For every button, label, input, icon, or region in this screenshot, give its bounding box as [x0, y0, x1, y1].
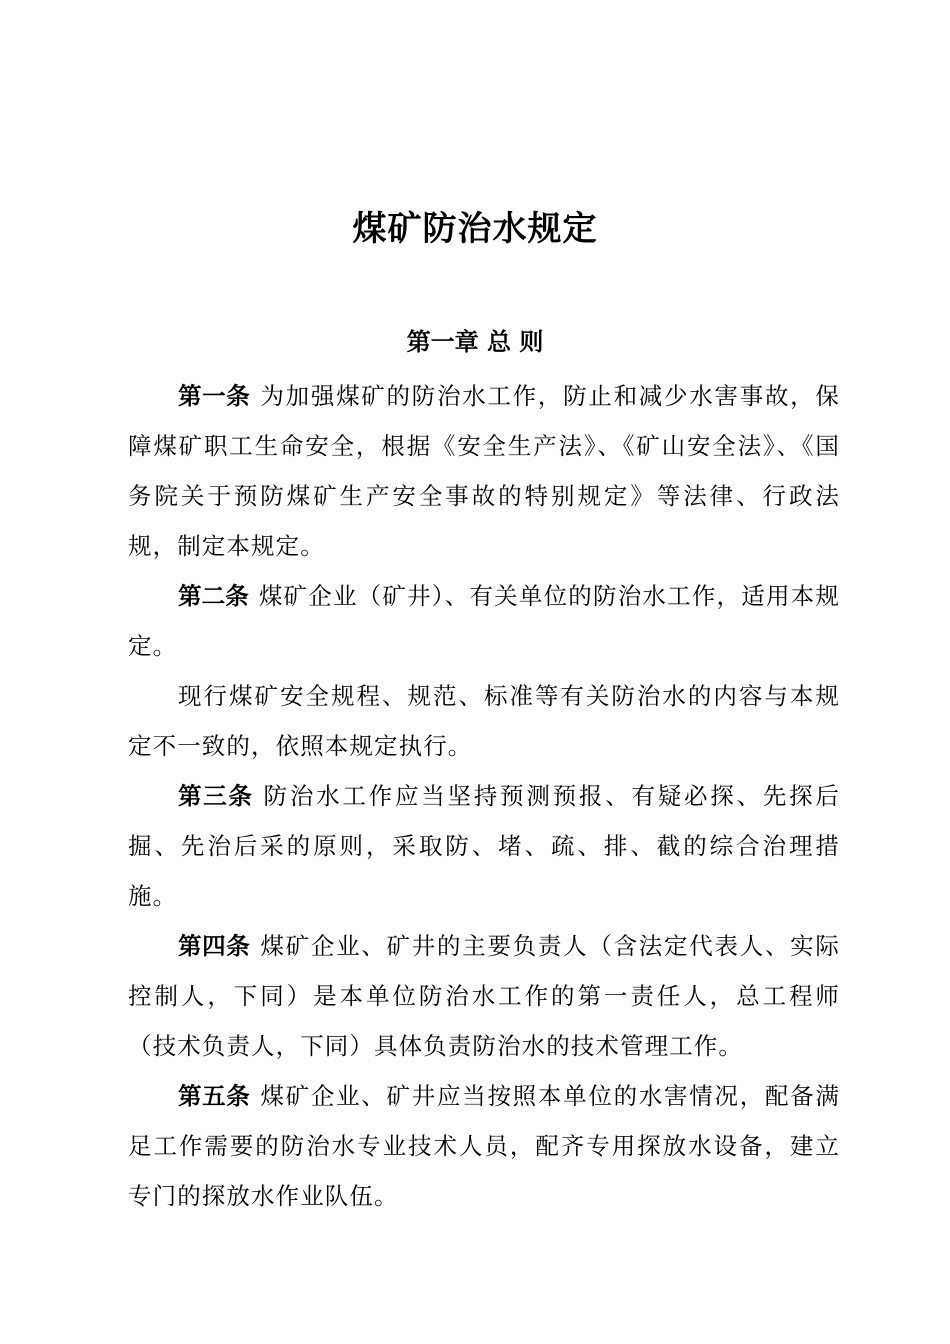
article-number: 第四条 — [178, 932, 251, 960]
article-text: 为加强煤矿的防治水工作，防止和减少水害事故，保障煤矿职工生命安全，根据《安全生产法》、《矿山安全法》、《国务院关于预防煤矿生产安全事故的特别规定》等法律、行政法规，制定本规定。 — [128, 382, 840, 560]
chapter-heading: 第一章 总 则 — [406, 328, 544, 356]
article-number: 第一条 — [178, 382, 251, 410]
document-body — [128, 371, 840, 1221]
article-text: 防治水工作应当坚持预测预报、有疑必探、先探后掘、先治后采的原则，采取防、堵、疏、排、截的综合治理措施。 — [128, 782, 841, 910]
article-number: 第五条 — [178, 1082, 251, 1110]
article-text: 煤矿企业（矿井）、有关单位的防治水工作，适用本规定。 — [128, 582, 840, 660]
article-paragraph — [128, 571, 840, 671]
article-paragraph — [128, 1071, 840, 1221]
article-paragraph — [128, 371, 840, 571]
article-paragraph — [128, 921, 840, 1071]
article-number: 第三条 — [178, 782, 254, 810]
document-title: 煤矿防治水规定 — [352, 209, 598, 249]
article-text: 现行煤矿安全规程、规范、标准等有关防治水的内容与本规定不一致的，依照本规定执行。 — [128, 682, 840, 760]
article-text: 煤矿企业、矿井应当按照本单位的水害情况，配备满足工作需要的防治水专业技术人员，配齐专用探放水设备，建立专门的探放水作业队伍。 — [128, 1082, 840, 1210]
article-paragraph — [128, 671, 840, 771]
article-paragraph — [128, 771, 840, 921]
article-number: 第二条 — [178, 582, 249, 610]
article-text: 煤矿企业、矿井的主要负责人（含法定代表人、实际控制人，下同）是本单位防治水工作的第一责任人，总工程师（技术负责人，下同）具体负责防治水的技术管理工作。 — [128, 932, 840, 1060]
